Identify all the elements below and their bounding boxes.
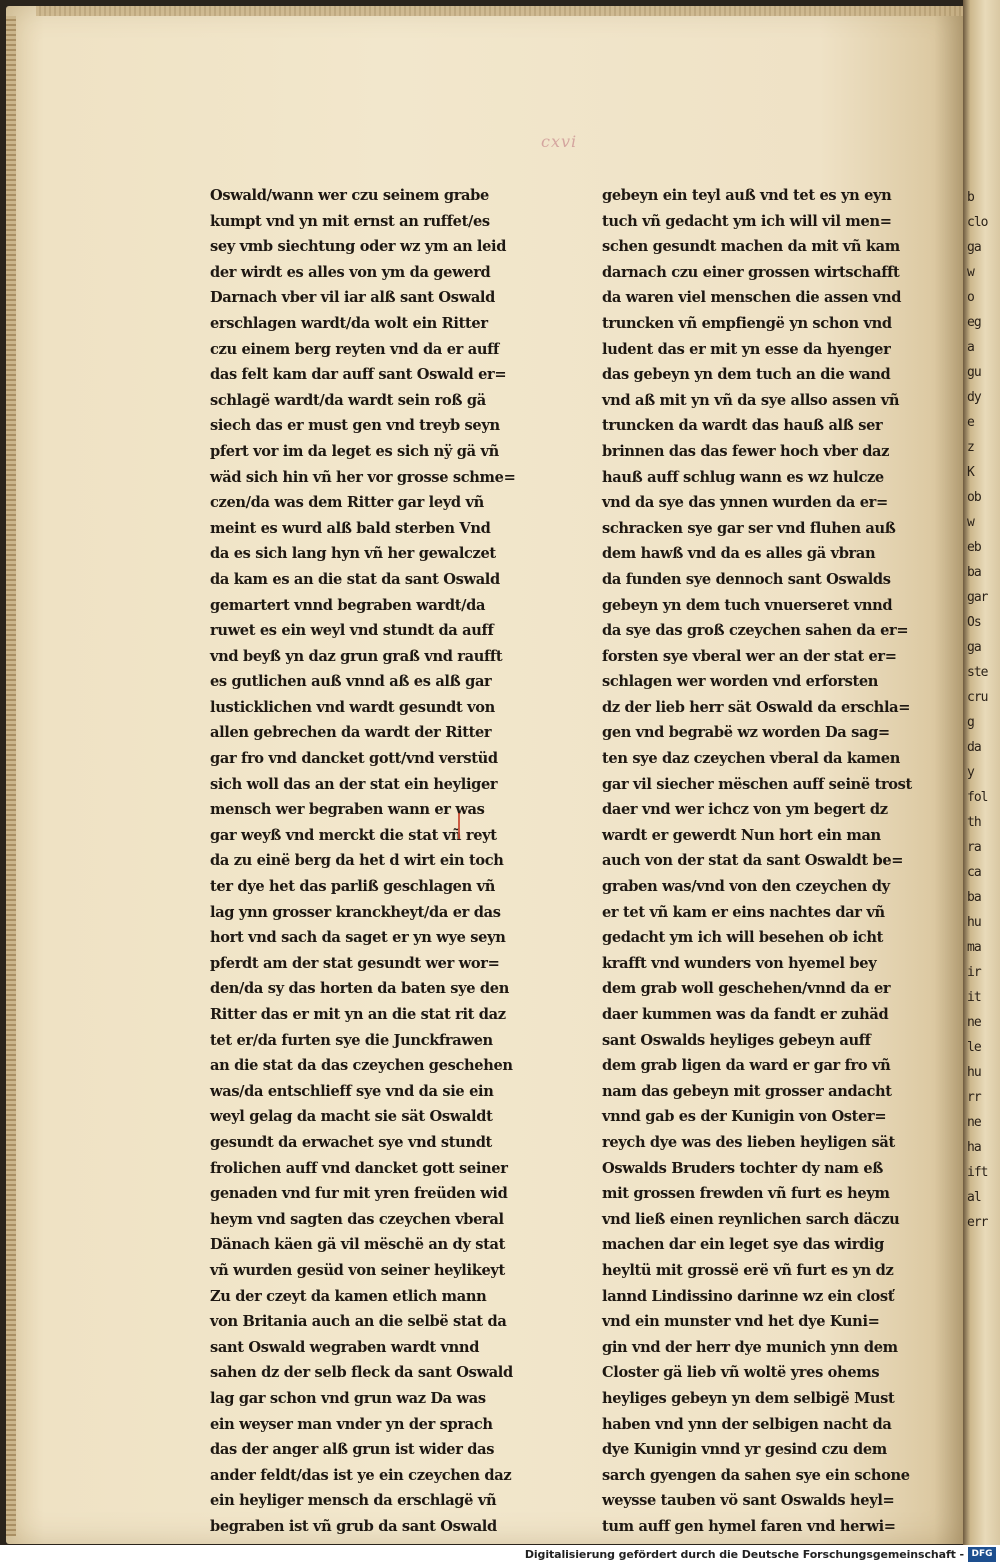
text-line: dz der lieb herr sät Oswald da erschla= (602, 698, 911, 716)
adjacent-page-fragment: le (967, 1040, 981, 1055)
text-line: gar weyß vnd merckt die stat vñ reyt (210, 826, 497, 844)
text-line: schracken sye gar ser vnd fluhen auß (602, 519, 896, 537)
text-line: da es sich lang hyn vñ her gewalczet (210, 545, 496, 563)
text-line: vnd aß mit yn vñ da sye allso assen vñ (602, 391, 900, 409)
adjacent-page-fragment: da (967, 740, 981, 755)
text-line: Oswald/wann wer czu seinem grabe (210, 187, 489, 204)
text-line: czen/da was dem Ritter gar leyd vñ (210, 494, 484, 512)
text-line: gin vnd der herr dye munich ynn dem (602, 1338, 898, 1356)
adjacent-page-fragment: K (967, 465, 974, 480)
text-line: truncken da wardt das hauß alß ser (602, 417, 883, 435)
adjacent-page-fragment: ca (967, 865, 981, 880)
adjacent-page-fragment: ba (967, 890, 981, 905)
text-line: meint es wurd alß bald sterben Vnd (210, 519, 491, 537)
adjacent-page-fragment: o (967, 290, 974, 305)
adjacent-page-fragment: ob (967, 490, 981, 505)
text-line: schen gesundt machen da mit vñ kam (602, 238, 900, 256)
text-line: heyliges gebeyn yn dem selbigë Must (602, 1389, 895, 1407)
adjacent-page-fragment: z (967, 440, 974, 455)
text-line: ein weyser man vnder yn der sprach (210, 1415, 493, 1433)
digitization-footer (0, 1545, 1000, 1565)
footer-credit-text: Digitalisierung gefördert durch die Deutsche Forschungsgemeinschaft - (524, 1548, 964, 1561)
text-line: gen vnd begrabë wz worden Da sag= (602, 724, 890, 742)
text-line: auch von der stat da sant Oswaldt be= (602, 852, 904, 870)
text-line: dem hawß vnd da es alles gä vbran (602, 545, 876, 563)
adjacent-page-fragment: gu (967, 365, 981, 380)
adjacent-page-fragment: dy (967, 390, 981, 405)
text-line: da funden sye dennoch sant Oswalds (602, 570, 891, 588)
text-line: sant Oswald wegraben wardt vnnd (210, 1338, 480, 1356)
text-line: sich woll das an der stat ein heyliger (210, 775, 498, 793)
text-line: darnach czu einer grossen wirtschafft (602, 263, 900, 281)
text-line: ein heyliger mensch da erschlagë vñ (210, 1492, 497, 1510)
text-line: lag gar schon vnd grun waz Da was (210, 1389, 486, 1407)
adjacent-page-fragment: y (967, 765, 974, 780)
text-line: begraben ist vñ grub da sant Oswald (210, 1517, 497, 1535)
text-line: daer vnd wer ichcz von ym begert dz (602, 801, 888, 819)
text-line: pfert vor im da leget es sich nÿ gä vñ (210, 442, 499, 460)
adjacent-page-fragment: rr (967, 1090, 981, 1105)
adjacent-page-fragment: fol (967, 790, 988, 805)
text-line: frolichen auff vnd dancket gott seiner (210, 1159, 508, 1177)
adjacent-page-fragment: g (967, 715, 974, 730)
text-line: Zu der czeyt da kamen etlich mann (210, 1287, 487, 1305)
text-line: das der anger alß grun ist wider das (210, 1441, 495, 1459)
text-line: vnd ein munster vnd het dye Kuni= (602, 1313, 880, 1331)
text-line: Closter gä lieb vñ woltë yres ohems (602, 1364, 880, 1382)
text-line: Darnach vber vil iar alß sant Oswald (210, 289, 495, 307)
text-line: ruwet es ein weyl vnd stundt da auff (210, 622, 494, 640)
text-line: tuch vñ gedacht ym ich will vil men= (602, 212, 892, 230)
text-line: da zu einë berg da het d wirt ein toch (210, 852, 504, 870)
adjacent-page-fragment: ste (967, 665, 988, 680)
text-line: dem grab woll geschehen/vnnd da er (602, 980, 891, 998)
text-line: lag ynn grosser kranckheyt/da er das (210, 903, 501, 921)
text-line: tum auff gen hymel faren vnd herwi= (602, 1517, 896, 1535)
adjacent-page-fragment: ift (967, 1165, 988, 1180)
text-line: von Britania auch an die selbë stat da (210, 1313, 507, 1331)
text-line: brinnen das das fewer hoch vber daz (602, 442, 890, 460)
adjacent-page-fragment: a (967, 340, 974, 355)
page-top-edge (36, 6, 966, 16)
adjacent-page-fragment: hu (967, 1065, 981, 1080)
adjacent-page-fragment: th (967, 815, 981, 830)
adjacent-page-fragment: al (967, 1190, 981, 1205)
text-line: weyl gelag da macht sie sät Oswaldt (210, 1108, 493, 1126)
text-line: krafft vnd wunders von hyemel bey (602, 954, 877, 972)
text-line: da kam es an die stat da sant Oswald (210, 570, 500, 588)
adjacent-page-fragment: gar (967, 590, 988, 605)
text-line: gebeyn yn dem tuch vnuerseret vnnd (602, 596, 893, 614)
text-line: vnd beyß yn daz grun graß vnd raufft (210, 647, 503, 665)
text-line: pferdt am der stat gesundt wer wor= (210, 954, 500, 972)
text-line: hauß auff schlug wann es wz hulcze (602, 468, 884, 486)
text-line: allen gebrechen da wardt der Ritter (210, 724, 492, 742)
adjacent-page-fragment: ga (967, 240, 981, 255)
adjacent-page-fragment: err (967, 1215, 988, 1230)
text-line: schlagë wardt/da wardt sein roß gä (210, 391, 486, 409)
text-line: den/da sy das horten da baten sye den (210, 980, 509, 998)
text-line: lusticklichen vnd wardt gesundt von (210, 698, 495, 716)
adjacent-page-fragment: ha (967, 1140, 981, 1155)
text-line: gar vil siecher mëschen auff seinë trost (602, 775, 912, 793)
text-line: gedacht ym ich will besehen ob icht (602, 929, 883, 947)
text-line: dye Kunigin vnnd yr gesind czu dem (602, 1441, 887, 1459)
adjacent-page-fragment: eg (967, 315, 981, 330)
adjacent-page-fragment: Os (967, 615, 981, 630)
text-line: wäd sich hin vñ her vor grosse schme= (210, 468, 516, 486)
right-text-column (602, 183, 932, 1539)
text-line: er tet vñ kam er eins nachtes dar vñ (602, 903, 885, 921)
text-line: hort vnd sach da saget er yn wye seyn (210, 929, 506, 947)
text-line: daer kummen was da fandt er zuhäd (602, 1006, 889, 1023)
text-line: vnnd gab es der Kunigin von Oster= (602, 1108, 887, 1126)
book-page (6, 6, 963, 1544)
text-line: Oswalds Bruders tochter dy nam eß (602, 1159, 884, 1177)
text-line: was/da entschlieff sye vnd da sie ein (210, 1082, 494, 1100)
adjacent-page-fragment: clo (967, 215, 988, 230)
text-line: lannd Lindissino darinne wz ein closť (602, 1287, 895, 1305)
text-line: weysse tauben vö sant Oswalds heyl= (602, 1492, 895, 1510)
text-line: sey vmb siechtung oder wz ym an leid (210, 238, 507, 256)
text-line: truncken vñ empfiengë yn schon vnd (602, 314, 892, 332)
text-line: das gebeyn yn dem tuch an die wand (602, 366, 891, 384)
adjacent-page-fragment: it (967, 990, 981, 1005)
adjacent-page-fragment: ra (967, 840, 981, 855)
text-line: haben vnd ynn der selbigen nacht da (602, 1415, 892, 1433)
text-line: forsten sye vberal wer an der stat er= (602, 647, 897, 665)
adjacent-page-fragment: hu (967, 915, 981, 930)
adjacent-page-fragment: w (967, 265, 974, 280)
adjacent-page-fragment: eb (967, 540, 981, 555)
adjacent-page-fragment: ba (967, 565, 981, 580)
text-line: machen dar ein leget sye das wirdig (602, 1236, 884, 1254)
page-left-edge (6, 16, 16, 1536)
text-line: an die stat da das czeychen geschehen (210, 1057, 513, 1075)
text-line: graben was/vnd von den czeychen dy (602, 878, 890, 896)
text-line: da waren viel menschen die assen vnd (602, 289, 902, 307)
text-line: da sye das groß czeychen sahen da er= (602, 622, 909, 640)
text-line: ludent das er mit yn esse da hyenger (602, 340, 891, 358)
text-line: nam das gebeyn mit grosser andacht (602, 1082, 892, 1100)
text-line: mit grossen frewden vñ furt es heym (602, 1185, 890, 1203)
text-line: erschlagen wardt/da wolt ein Ritter (210, 314, 488, 332)
text-line: czu einem berg reyten vnd da er auff (210, 340, 499, 358)
text-line: Dänach käen gä vil mëschë an dy stat (210, 1236, 505, 1254)
text-line: dem grab ligen da ward er gar fro vñ (602, 1057, 891, 1075)
adjacent-page-fragment: w (967, 515, 974, 530)
text-line: ten sye daz czeychen vberal da kamen (602, 750, 901, 768)
text-line: ander feldt/das ist ye ein czeychen daz (210, 1466, 512, 1484)
text-line: sarch gyengen da sahen sye ein schone (602, 1466, 910, 1484)
adjacent-page-fragment: ga (967, 640, 981, 655)
text-line: genaden vnd fur mit yren freüden wid (210, 1185, 508, 1203)
text-line: gemartert vnnd begraben wardt/da (210, 596, 486, 614)
text-line: heym vnd sagten das czeychen vberal (210, 1210, 504, 1228)
text-line: reych dye was des lieben heyligen sät (602, 1133, 895, 1151)
text-line: gesundt da erwachet sye vnd stundt (210, 1133, 492, 1151)
text-line: gar fro vnd dancket gott/vnd verstüd (210, 750, 498, 768)
text-line: vñ wurden gesüd von seiner heylikeyt (210, 1261, 505, 1279)
adjacent-page-fragment: ne (967, 1115, 981, 1130)
adjacent-page-fragment: ir (967, 965, 981, 980)
text-line: das felt kam dar auff sant Oswald er= (210, 366, 507, 384)
adjacent-page-fragment: e (967, 415, 974, 430)
adjacent-page-fragment: cru (967, 690, 988, 705)
text-line: ter dye het das parliß geschlagen vñ (210, 878, 495, 896)
text-line: mensch wer begraben wann er was (210, 801, 485, 819)
text-line: vnd da sye das ynnen wurden da er= (602, 494, 888, 512)
dfg-logo-icon: DFG (968, 1547, 996, 1562)
left-text-column (210, 183, 550, 1539)
adjacent-page-edge (963, 0, 1000, 1545)
text-line: kumpt vnd yn mit ernst an ruffet/es (210, 212, 490, 230)
folio-mark: cxvi (541, 132, 578, 151)
adjacent-page-fragment: b (967, 190, 974, 205)
adjacent-page-text (967, 190, 1000, 1240)
text-line: sahen dz der selb fleck da sant Oswald (210, 1364, 513, 1382)
rubrication-mark (458, 813, 474, 839)
text-line: schlagen wer worden vnd erforsten (602, 673, 879, 691)
adjacent-page-fragment: ne (967, 1015, 981, 1030)
text-line: vnd ließ einen reynlichen sarch däczu (602, 1210, 900, 1228)
text-line: wardt er gewerdt Nun hort ein man (602, 826, 881, 844)
text-line: es gutlichen auß vnnd aß es alß gar (210, 673, 492, 691)
text-line: tet er/da furten sye die Junckfrawen (210, 1031, 493, 1049)
adjacent-page-fragment: ma (967, 940, 981, 955)
text-line: heyltü mit grossë erë vñ furt es yn dz (602, 1261, 894, 1279)
text-line: siech das er must gen vnd treyb seyn (210, 417, 500, 435)
text-line: gebeyn ein teyl auß vnd tet es yn eyn (602, 187, 892, 204)
text-line: Ritter das er mit yn an die stat rit daz (210, 1006, 506, 1023)
text-line: der wirdt es alles von ym da gewerd (210, 263, 491, 281)
text-line: sant Oswalds heyliges gebeyn auff (602, 1031, 871, 1049)
